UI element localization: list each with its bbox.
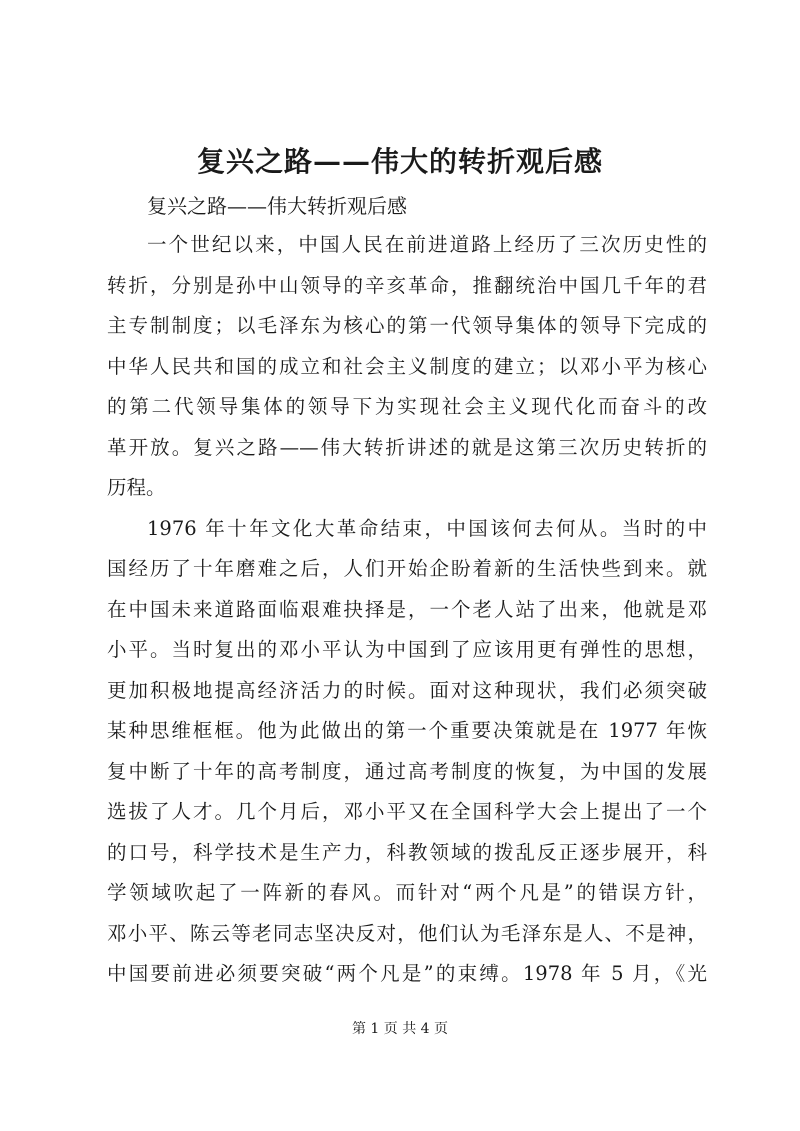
document-subtitle: 复兴之路——伟大转折观后感 [147,194,407,218]
paragraph-line: 在中国未来道路面临艰难抉择是，一个老人站了出来，他就是邓 [107,597,707,621]
paragraph-line: 1976 年十年文化大革命结束，中国该何去何从。当时的中 [147,516,707,540]
paragraph-line: 中国要前进必须要突破“两个凡是”的束缚。1978 年 5 月，《光 [107,962,707,985]
paragraph-line: 邓小平、陈云等老同志坚决反对，他们认为毛泽东是人、不是神， [107,921,707,945]
paragraph-line: 复中断了十年的高考制度，通过高考制度的恢复，为中国的发展 [107,759,707,783]
paragraph-line: 一个世纪以来，中国人民在前进道路上经历了三次历史性的 [147,233,707,256]
paragraph-line: 国经历了十年磨难之后，人们开始企盼着新的生活快些到来。就 [107,557,707,580]
document-body [107,225,707,995]
page-number-footer: 第 1 页 共 4 页 [351,1021,449,1037]
paragraph-line: 转折，分别是孙中山领导的辛亥革命，推翻统治中国几千年的君 [107,273,707,297]
paragraph-line: 学领域吹起了一阵新的春风。而针对“两个凡是”的错误方针， [107,881,707,904]
paragraph-2 [107,509,707,995]
paragraph-line: 中华人民共和国的成立和社会主义制度的建立；以邓小平为核心 [107,354,707,378]
paragraph-line: 选拔了人才。几个月后，邓小平又在全国科学大会上提出了一个 [107,800,707,823]
paragraph-line: 小平。当时复出的邓小平认为中国到了应该用更有弹性的思想， [107,638,707,661]
paragraph-line: 的第二代领导集体的领导下为实现社会主义现代化而奋斗的改 [107,395,707,418]
document-title: 复兴之路——伟大的转折观后感 [196,145,603,178]
paragraph-line: 历程。 [107,476,166,499]
paragraph-line: 革开放。复兴之路——伟大转折讲述的就是这第三次历史转折的 [107,435,707,459]
paragraph-line: 更加积极地提高经济活力的时候。面对这种现状，我们必须突破 [107,678,707,702]
paragraph-line: 某种思维框框。他为此做出的第一个重要决策就是在 1977 年恢 [107,719,707,742]
paragraph-line: 的口号，科学技术是生产力，科教领域的拨乱反正逐步展开，科 [107,840,707,864]
paragraph-1 [107,225,707,509]
paragraph-line: 主专制制度；以毛泽东为核心的第一代领导集体的领导下完成的 [107,314,707,337]
